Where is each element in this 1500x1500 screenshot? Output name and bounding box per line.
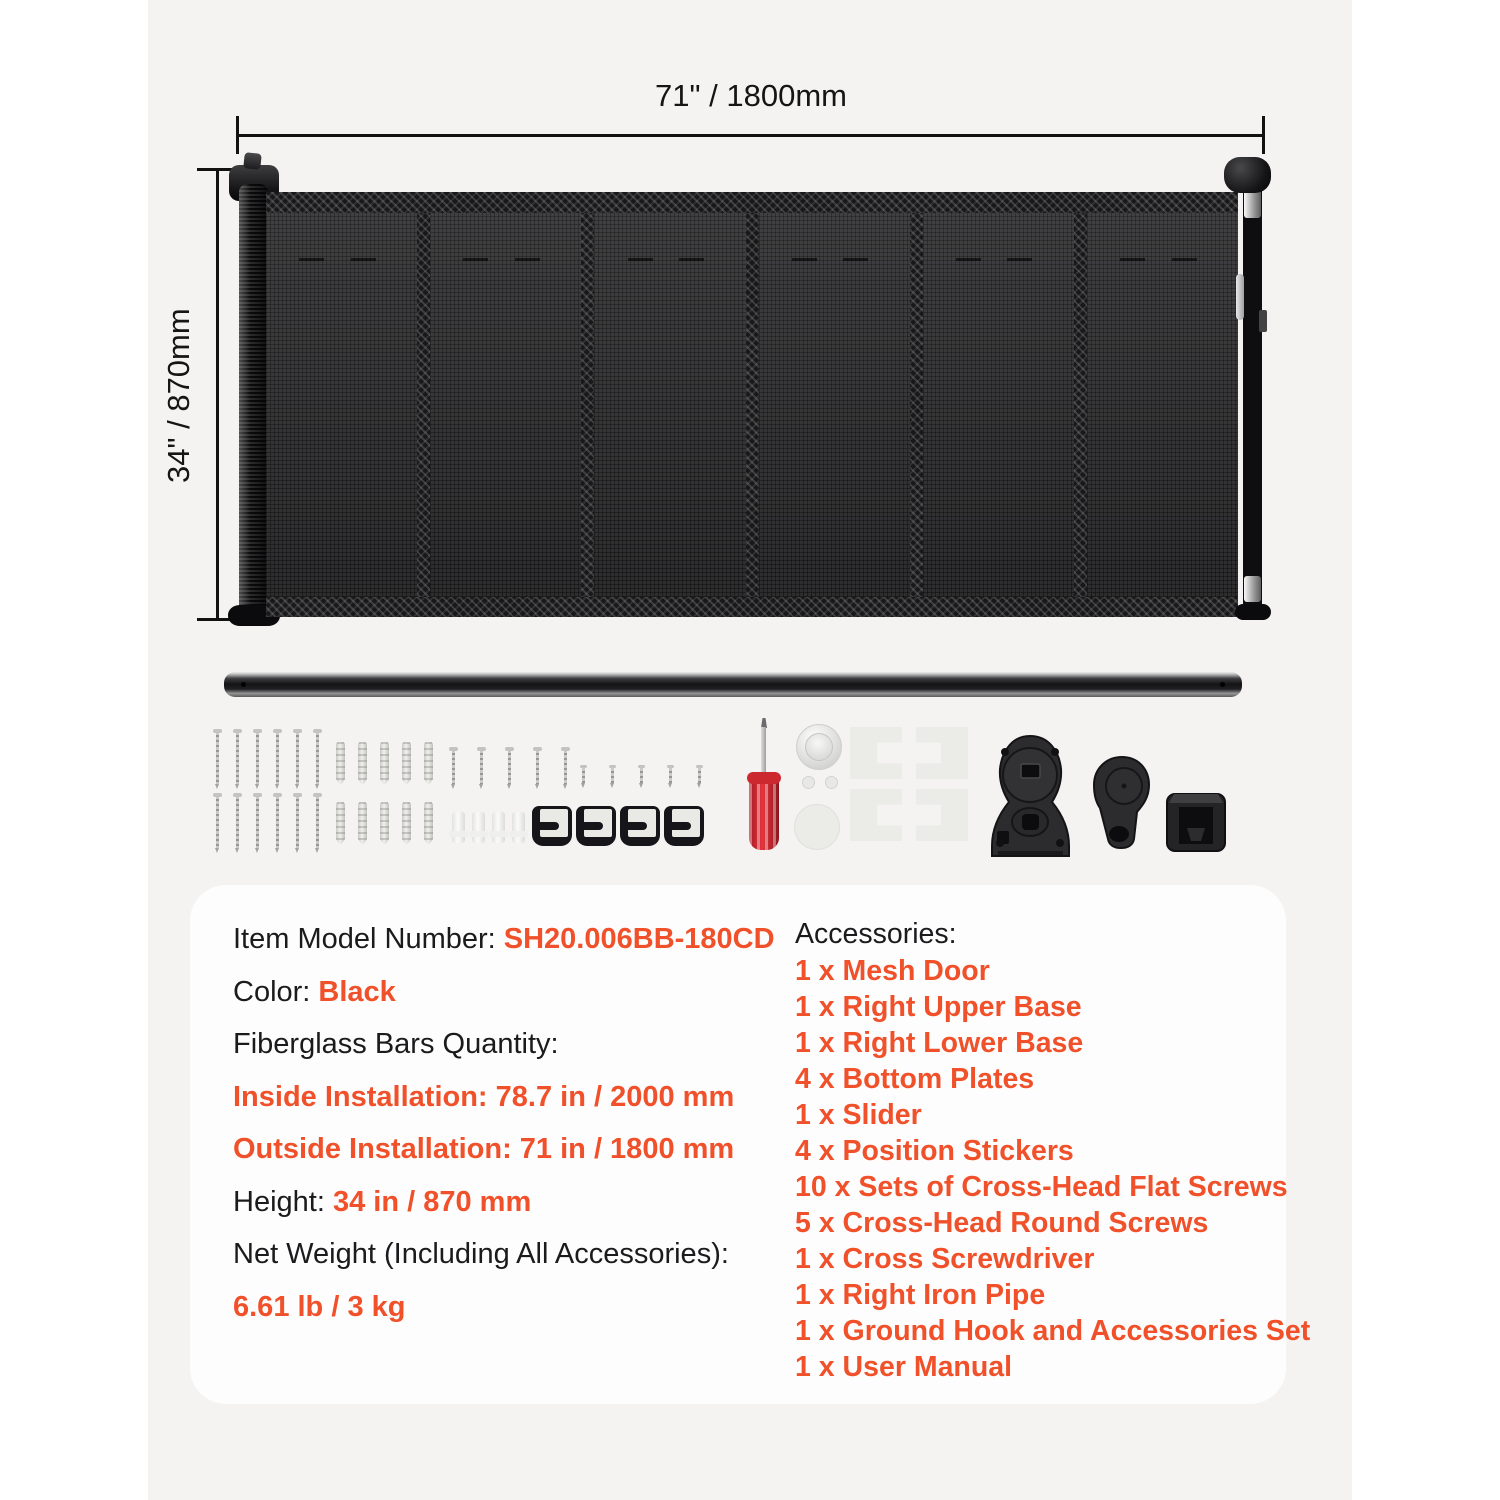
accessory-item: 1 x Cross Screwdriver [795,1243,1095,1275]
spec-value: Black [318,975,396,1008]
plastic-sleeve-icon [452,812,465,843]
spec-list [233,913,783,1333]
width-dimension-line [237,134,1265,137]
position-sticker-icon [916,727,968,779]
spec-line [233,966,783,1019]
bottom-plate-icon [576,806,616,846]
accessory-item: 1 x Ground Hook and Accessories Set [795,1315,1311,1347]
mesh-panel [594,213,745,597]
spec-value: SH20.006BB-180CD [503,923,775,955]
screw-icon [480,750,483,784]
spec-line [233,913,783,966]
screw-icon [236,796,239,848]
screw-icon [452,750,455,784]
accessory-item: 5 x Cross-Head Round Screws [795,1207,1209,1239]
width-dimension-label: 71" / 1800mm [655,78,847,113]
position-sticker-icon [916,789,968,841]
right-pole [1243,182,1262,612]
right-iron-pipe [224,672,1242,697]
right-pole-cap [1224,157,1271,193]
accessory-item: 1 x Right Upper Base [795,991,1082,1023]
accessory-item: 1 x User Manual [795,1351,1013,1383]
bottom-plates-row [532,806,704,846]
mesh-panel [266,213,417,597]
screw-icon [669,768,672,783]
mesh-panel [759,213,910,597]
spec-line [233,1176,783,1229]
wall-anchor-icon [336,742,345,784]
screw-icon [640,768,643,783]
flat-head-screws-row [452,750,567,784]
mesh-bottom-strap [266,597,1238,617]
screw-icon [536,750,539,784]
height-dimension-label: 34" / 870mm [161,308,196,484]
spec-label: Item Model Number: [233,923,504,955]
mesh-panel [430,213,581,597]
right-pole-tab [1259,310,1267,332]
screw-icon [216,796,219,848]
position-sticker-icon [850,727,902,779]
accessories-items [795,953,1311,1385]
mesh-top-strap [266,192,1238,213]
spec-value: Outside Installation: 71 in / 1800 mm [233,1133,735,1165]
right-pole-foot [1235,604,1271,620]
screw-icon [276,732,279,784]
suction-cup [796,724,842,770]
spec-line [233,1228,783,1281]
small-discs [802,776,838,789]
wall-anchor-icon [358,742,367,784]
bottom-plate-icon [532,806,572,846]
accessory-item: 1 x Mesh Door [795,955,990,987]
spec-line [233,1123,783,1176]
wall-anchor-icon [424,742,433,784]
bottom-plate-icon [664,806,704,846]
screw-icon [236,732,239,784]
accessory-item: 10 x Sets of Cross-Head Flat Screws [795,1171,1288,1203]
long-screws-row-top [216,732,319,784]
wall-anchor-icon [358,802,367,844]
accessory-item: 1 x Right Lower Base [795,1027,1084,1059]
accessory-item: 1 x Slider [795,1099,922,1131]
wall-anchor-icon [336,802,345,844]
right-pole-latch-slot [1236,274,1244,320]
plastic-sleeves-row [452,812,525,843]
position-sticker-icon [850,789,902,841]
screw-icon [256,732,259,784]
screw-icon [564,750,567,784]
width-dimension-tick-left [236,116,239,154]
wall-anchor-icon [402,802,411,844]
spec-value: 34 in / 870 mm [332,1185,532,1218]
screw-icon [216,732,219,784]
mesh-panel [923,213,1074,597]
screw-icon [316,732,319,784]
screw-icon [276,796,279,848]
right-pole-metal-top [1244,190,1261,218]
right-upper-base [988,733,1073,859]
mesh-panel [1087,213,1238,597]
plastic-sleeve-icon [472,812,485,843]
bottom-plate-icon [620,806,660,846]
disc-icon [802,776,815,789]
cross-screwdriver [746,718,782,852]
spec-label: Fiberglass Bars Quantity: [233,1028,559,1060]
wall-anchor-icon [402,742,411,784]
accessories-heading: Accessories: [795,918,957,950]
screw-icon [256,796,259,848]
right-pole-metal-bottom [1244,576,1261,602]
spec-card [190,885,1311,1404]
accessory-item: 4 x Position Stickers [795,1135,1074,1167]
screw-icon [296,732,299,784]
spec-line [233,1071,783,1124]
slider [1165,788,1227,853]
wall-anchor-icon [380,802,389,844]
adhesive-disc [794,804,840,850]
spec-line [233,1281,783,1334]
screw-icon [296,796,299,848]
screw-icon [582,768,585,783]
wall-anchors-row-top [336,742,433,784]
spec-value: 6.61 lb / 3 kg [233,1290,406,1323]
accessory-item: 4 x Bottom Plates [795,1063,1035,1095]
screwdriver-shaft [761,727,766,773]
spec-value: Inside Installation: 78.7 in / 2000 mm [233,1080,735,1113]
position-stickers-grid [850,727,968,841]
screw-icon [698,768,701,783]
disc-icon [825,776,838,789]
screw-icon [611,768,614,783]
screw-icon [316,796,319,848]
screw-icon [508,750,511,784]
plastic-sleeve-icon [492,812,505,843]
wall-anchor-icon [424,802,433,844]
accessories-list [795,915,1311,1385]
spec-label: Color: [233,975,319,1008]
wall-anchor-icon [380,742,389,784]
screwdriver-handle [749,772,779,850]
spec-line [233,1018,783,1071]
accessory-item: 1 x Right Iron Pipe [795,1279,1046,1311]
mesh-door-panels [266,213,1238,597]
left-roller-post [239,184,268,616]
small-screws-row [582,768,701,783]
right-lower-base [1091,755,1151,850]
plastic-sleeve-icon [512,812,525,843]
spec-label: Net Weight (Including All Accessories): [233,1238,729,1270]
spec-label: Height: [233,1185,333,1218]
wall-anchors-row-bottom [336,802,433,844]
long-screws-row-bottom [216,796,319,848]
height-dimension-line [216,169,219,621]
width-dimension-tick-right [1262,116,1265,154]
